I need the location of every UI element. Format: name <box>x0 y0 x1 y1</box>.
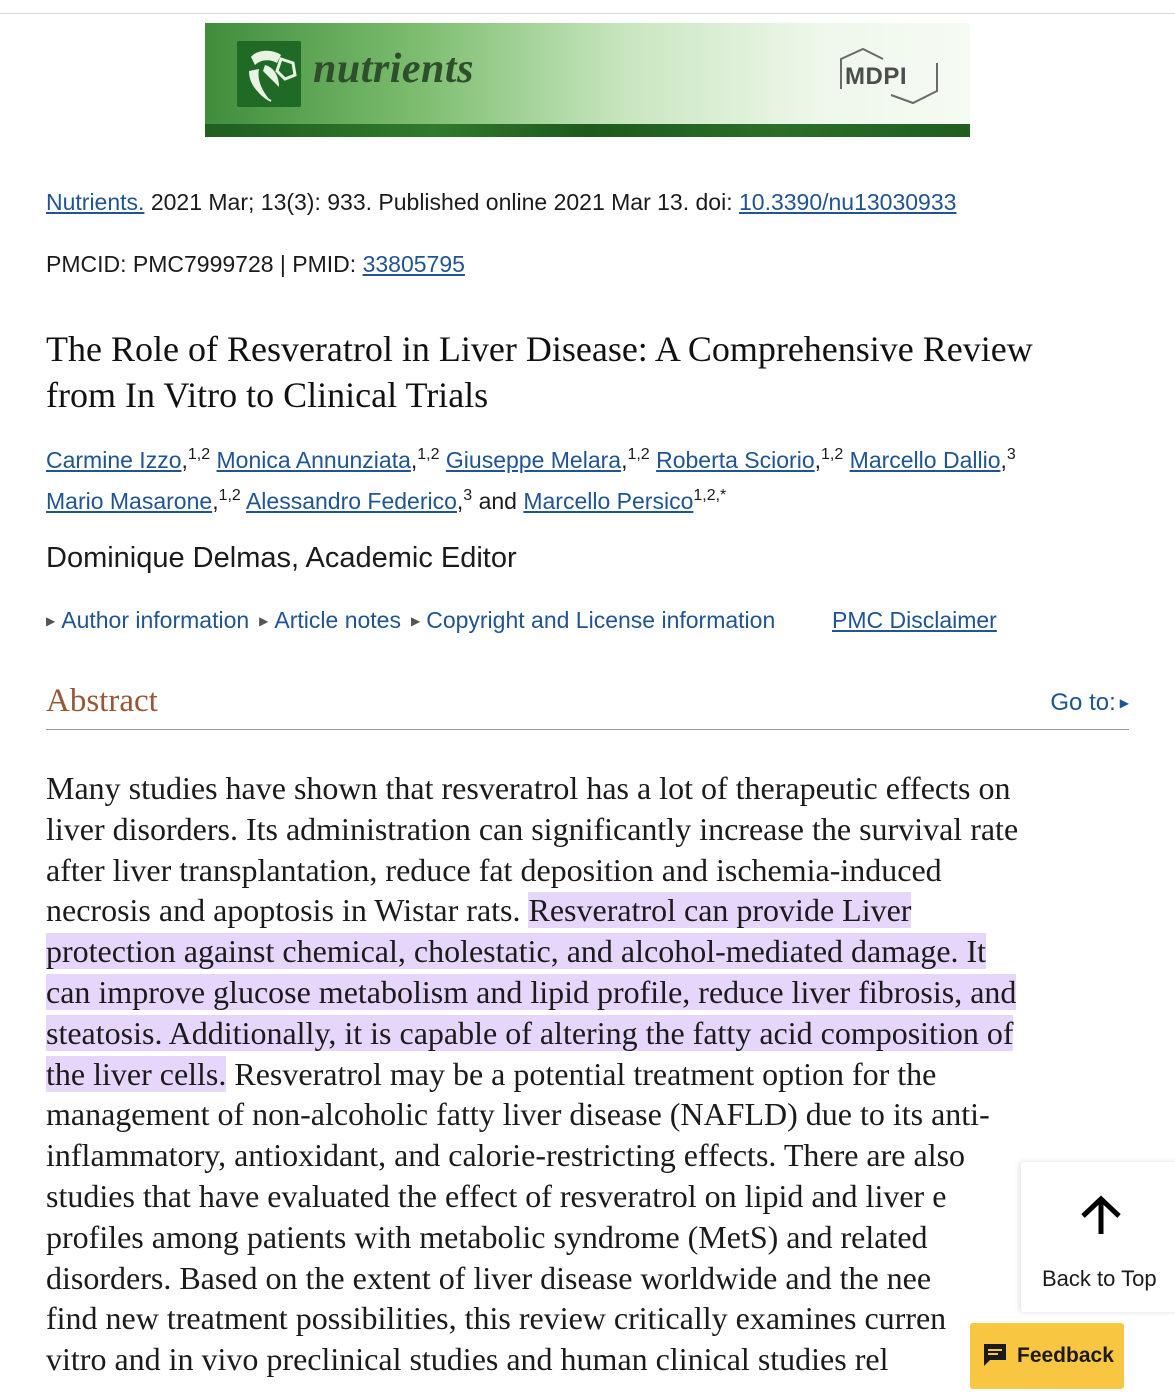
academic-editor: Dominique Delmas, Academic Editor <box>46 542 517 574</box>
goto-label: Go to: <box>1050 689 1116 716</box>
abstract-text-segment: Many studies have shown that resveratrol has a lot of therapeutic effects on <box>46 770 1011 806</box>
nutrients-logo-icon <box>237 41 301 107</box>
highlighted-text[interactable]: protection against chemical, cholestatic, and alcohol-mediated damage. It <box>46 933 987 970</box>
abstract-line <box>46 1054 1136 1095</box>
author-affiliation: 1,2 <box>627 446 650 463</box>
abstract-line <box>46 809 1136 850</box>
article-ids <box>46 251 465 278</box>
pmc-disclaimer-link[interactable]: PMC Disclaimer <box>832 607 997 633</box>
authors-and: and <box>478 488 517 514</box>
title-line: The Role of Resveratrol in Liver Disease: A Comprehensive Review <box>46 329 1033 369</box>
abstract-line <box>46 1217 1136 1258</box>
abstract-line <box>46 1176 1136 1217</box>
citation-details: 2021 Mar; 13(3): 933. Published online 2021 Mar 13. doi: <box>144 189 739 215</box>
article-notes-toggle[interactable] <box>259 607 401 633</box>
article-meta-links <box>46 607 997 634</box>
abstract-line <box>46 972 1136 1013</box>
author-link[interactable]: Monica Annunziata <box>216 447 411 473</box>
feedback-label: Feedback <box>1017 1344 1114 1367</box>
abstract-text-segment: management of non-alcoholic fatty liver disease (NAFLD) due to its anti- <box>46 1096 990 1133</box>
abstract-line <box>46 1258 1136 1299</box>
abstract-line <box>46 768 1136 809</box>
mdpi-logo-text: MDPI <box>845 63 907 90</box>
author-affiliation: 3 <box>463 487 473 504</box>
triangle-right-icon: ▶ <box>410 614 421 628</box>
title-line: from In Vitro to Clinical Trials <box>46 375 489 415</box>
pmid-link[interactable]: 33805795 <box>362 251 465 277</box>
abstract-line <box>46 1094 1136 1135</box>
abstract-divider <box>46 729 1129 730</box>
abstract-line <box>46 931 1136 972</box>
author-affiliation: 1,2 <box>218 487 241 504</box>
author-link[interactable]: Marcello Persico <box>523 488 694 514</box>
author-link[interactable]: Carmine Izzo <box>46 447 182 473</box>
author-affiliation: 1,2,* <box>693 487 727 504</box>
citation-line <box>46 189 956 216</box>
abstract-line <box>46 1135 1136 1176</box>
abstract-text-segment: disorders. Based on the extent of liver disease worldwide and the nee <box>46 1259 932 1296</box>
abstract-text <box>46 768 1136 1380</box>
abstract-text-segment: studies that have evaluated the effect of resveratrol on lipid and liver e <box>46 1177 947 1214</box>
article-title <box>46 326 1126 418</box>
back-to-top-label: Back to Top <box>1042 1266 1157 1291</box>
journal-link[interactable]: Nutrients. <box>46 189 145 215</box>
arrow-up-icon <box>1077 1194 1125 1238</box>
abstract-text-segment: find new treatment possibilities, this review critically examines curren <box>46 1300 947 1337</box>
copyright-label: Copyright and License information <box>426 607 776 633</box>
goto-menu[interactable] <box>1050 689 1129 717</box>
journal-name: nutrients <box>313 46 474 92</box>
abstract-text-segment: after liver transplantation, reduce fat deposition and ischemia-induced <box>46 851 942 888</box>
banner-bar <box>205 124 970 137</box>
highlighted-text[interactable]: the liver cells. <box>46 1055 227 1092</box>
triangle-right-icon: ▶ <box>259 614 269 628</box>
author-list: Carmine Izzo,$^{1,2}$ Monica Annunziata,$^{1,2}$ Giuseppe Melara,$^{1,2}$ Roberta Sciorio,$^{1,2}$ Marcello Dallio,$^3$ Mario Masarone,$^{1,2}$ Alessandro Federico,$^3$ and Marcello Persico$^{1,2,*}$ <box>46 446 1016 514</box>
triangle-right-icon: ▶ <box>46 614 56 628</box>
journal-banner[interactable] <box>205 23 970 137</box>
highlighted-text[interactable]: steatosis. Additionally, it is capable of altering the fatty acid composition of <box>46 1014 1014 1051</box>
abstract-text-segment: necrosis and apoptosis in Wistar rats. <box>46 892 529 929</box>
abstract-line <box>46 1013 1136 1054</box>
back-to-top-button[interactable] <box>1021 1162 1175 1312</box>
author-affiliation: 3 <box>1006 446 1016 463</box>
highlighted-text[interactable]: Resveratrol can provide Liver <box>528 892 912 929</box>
copyright-toggle[interactable] <box>411 607 775 633</box>
abstract-line <box>46 890 1136 931</box>
highlighted-text[interactable]: can improve glucose metabolism and lipid profile, reduce liver fibrosis, and <box>46 973 1017 1010</box>
abstract-line <box>46 850 1136 891</box>
author-information-label: Author information <box>61 607 250 633</box>
abstract-heading: Abstract <box>46 683 158 719</box>
author-link[interactable]: Alessandro Federico <box>245 488 457 514</box>
author-link[interactable]: Marcello Dallio <box>849 447 1001 473</box>
author-link[interactable]: Roberta Sciorio <box>656 447 815 473</box>
author-affiliation: 1,2 <box>417 446 440 463</box>
author-link[interactable]: Giuseppe Melara <box>445 447 622 473</box>
mdpi-logo-icon <box>833 45 943 107</box>
pmcid-text: PMCID: PMC7999728 | PMID: <box>46 251 363 277</box>
author-affiliation: 1,2 <box>187 446 211 463</box>
author-link[interactable]: Mario Masarone <box>46 488 213 514</box>
abstract-text-segment: vitro and in vivo preclinical studies and human clinical studies rel <box>46 1341 889 1378</box>
abstract-text-segment: inflammatory, antioxidant, and calorie-restricting effects. There are also <box>46 1137 966 1174</box>
chat-bubble-icon <box>982 1342 1008 1368</box>
doi-link[interactable]: 10.3390/nu13030933 <box>738 189 957 215</box>
abstract-text-segment: liver disorders. Its administration can significantly increase the survival rate <box>46 810 1019 847</box>
top-divider <box>0 13 1175 14</box>
author-information-toggle[interactable] <box>46 607 249 633</box>
triangle-right-icon: ▶ <box>1119 696 1129 710</box>
feedback-button[interactable] <box>970 1323 1124 1389</box>
article-notes-label: Article notes <box>274 607 401 633</box>
abstract-text-segment: profiles among patients with metabolic syndrome (MetS) and related <box>46 1218 928 1255</box>
abstract-text-segment: Resveratrol may be a potential treatment option for the <box>226 1055 937 1092</box>
author-affiliation: 1,2 <box>821 446 844 463</box>
